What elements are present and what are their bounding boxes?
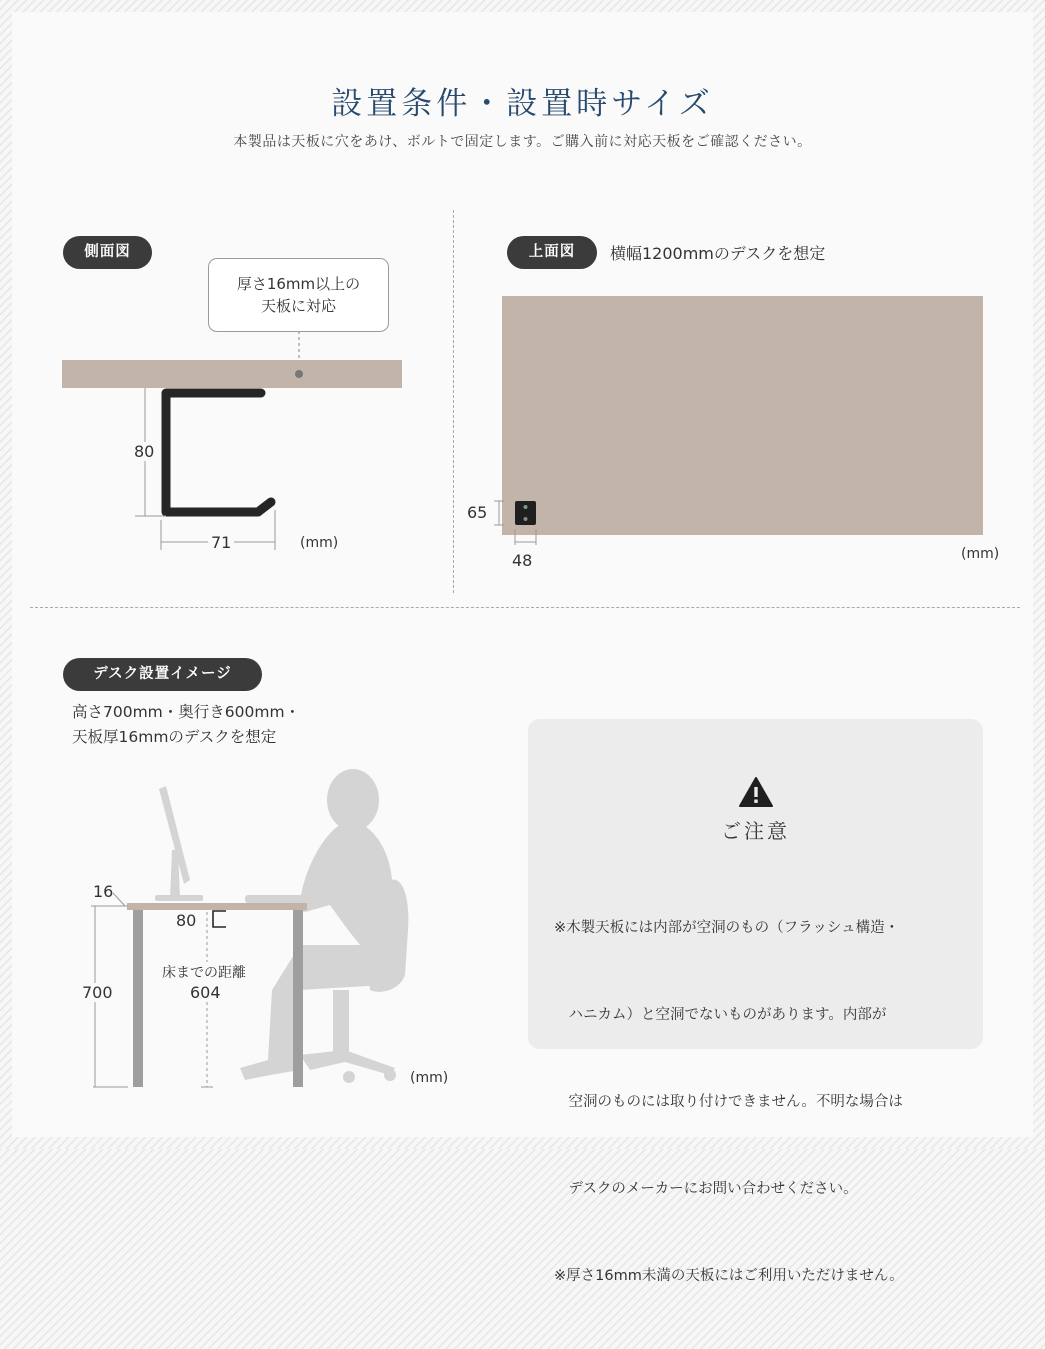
clamp-small (213, 911, 226, 927)
desk-clamp-dim: 80 (176, 911, 197, 930)
desk-height-dim: 700 (82, 983, 113, 1002)
notice-line: ※木製天板には内部が空洞のもの（フラッシュ構造・ (554, 920, 900, 936)
desk-unit: (mm) (410, 1070, 449, 1086)
callout-line1: 厚さ16mm以上の (236, 275, 361, 293)
side-height-dim: 80 (134, 442, 155, 461)
desk-thickness-dim: 16 (93, 882, 114, 901)
person-silhouette (240, 769, 408, 1083)
side-width-dim: 71 (208, 533, 234, 552)
notice-title: ご注意 (721, 819, 790, 843)
desk-top-plan (502, 296, 983, 535)
notice-line: 空洞のものには取り付けできません。不明な場合は (554, 1094, 903, 1110)
notice-box (528, 719, 983, 1284)
top-unit: (mm) (961, 546, 1000, 562)
top-view-caption: 横幅1200mmのデスクを想定 (610, 244, 826, 263)
floor-distance-label: 床までの距離 (162, 962, 246, 982)
top-view-label: 上面図 (507, 236, 597, 269)
side-unit: (mm) (300, 535, 339, 551)
callout-line2: 天板に対応 (260, 297, 336, 315)
side-view-label: 側面図 (63, 236, 152, 269)
floor-distance-dim: 604 (190, 983, 221, 1002)
notice-line: デスクのメーカーにお問い合わせください。 (554, 1181, 858, 1197)
desk-image-label: デスク設置イメージ (63, 658, 262, 691)
page-title: 設置条件・設置時サイズ (331, 86, 714, 122)
top-height-dim: 65 (467, 503, 488, 522)
desk-leg-right (293, 910, 303, 1087)
desk-desc-line2: 天板厚16mmのデスクを想定 (72, 728, 277, 746)
page-subtitle: 本製品は天板に穴をあけ、ボルトで固定します。ご購入前に対応天板をご確認ください。 (233, 134, 812, 150)
desk-leg-left (133, 910, 143, 1087)
notice-line: ※厚さ16mm未満の天板にはご利用いただけません。 (554, 1268, 904, 1284)
desk-top (127, 903, 307, 910)
notice-line: ハニカム）と空洞でないものがあります。内部が (554, 1007, 887, 1023)
desk-illustration (0, 0, 520, 1149)
warning-icon (739, 777, 773, 807)
top-width-dim: 48 (512, 551, 533, 570)
desk-desc-line1: 高さ700mm・奥行き600mm・ (72, 703, 301, 721)
monitor-icon (155, 786, 203, 901)
notice-text (554, 856, 904, 1349)
